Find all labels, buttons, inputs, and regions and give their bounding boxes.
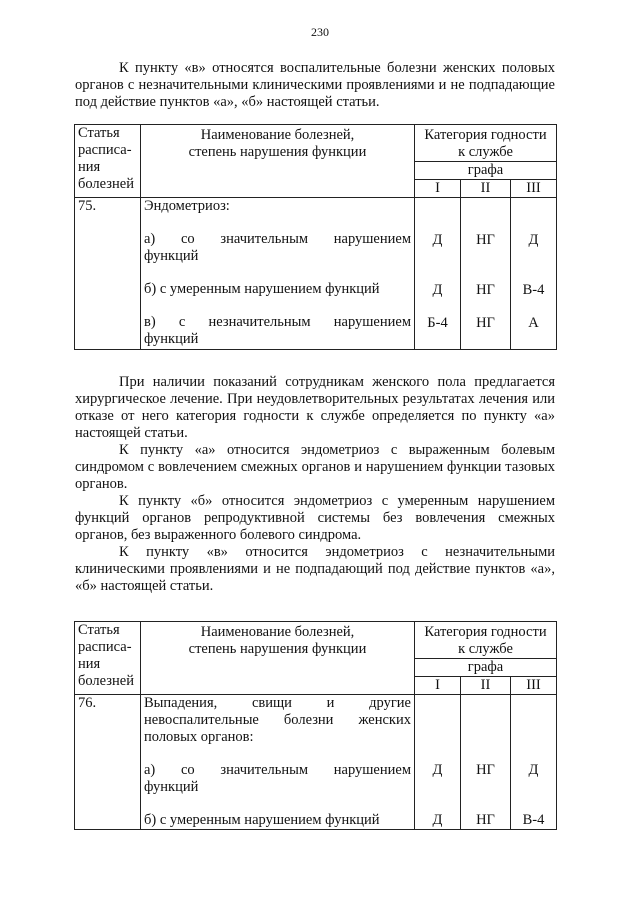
item-a-line1: а) со значительным нарушением	[144, 231, 411, 247]
header-grafa-3: III	[511, 180, 557, 198]
header-category	[415, 125, 557, 162]
header-category-line: Категория годности	[424, 624, 547, 640]
header-category-line: к службе	[458, 641, 513, 657]
header-category-line: Категория годности	[424, 127, 547, 143]
grafa-3-values	[511, 695, 557, 830]
grafa-1-values	[415, 198, 461, 350]
table-article-76	[74, 621, 557, 830]
grafa-1-values	[415, 695, 461, 830]
grade-value: НГ	[476, 232, 495, 248]
disease-title: Эндометриоз:	[144, 198, 230, 214]
header-name-line: Наименование болезней,	[200, 127, 355, 143]
grade-value: НГ	[476, 315, 495, 331]
item-b-line1: б) с умеренным нарушением функций	[144, 812, 380, 828]
header-name-col	[141, 622, 415, 695]
header-category-line: к службе	[458, 144, 513, 160]
item-a-line1: а) со значительным нарушением	[144, 762, 411, 778]
grade-value: В-4	[522, 282, 545, 298]
grafa-2-values	[461, 695, 511, 830]
header-article-line: расписа-	[78, 142, 132, 158]
article-number: 75.	[75, 198, 141, 350]
grade-value: Д	[432, 762, 443, 778]
paragraph: К пункту «а» относится эндометриоз с выраженным болевым синдромом с вовлечением смежных органов и нарушением функции тазовых органов.	[75, 442, 555, 492]
grade-value: НГ	[476, 812, 495, 828]
header-article-line: болезней	[78, 673, 134, 689]
header-article-line: расписа-	[78, 639, 132, 655]
header-grafa: графа	[415, 162, 557, 180]
header-name-col	[141, 125, 415, 198]
grade-value: НГ	[476, 282, 495, 298]
disease-cell	[141, 695, 415, 830]
header-category	[415, 622, 557, 659]
grade-value: В-4	[522, 812, 545, 828]
grade-value: Д	[528, 762, 539, 778]
item-c-line2: функций	[144, 331, 199, 347]
header-name-line: степень нарушения функции	[188, 641, 367, 657]
header-article-line: ния	[78, 656, 101, 672]
grade-value: Д	[432, 282, 443, 298]
header-article-col	[75, 125, 141, 198]
header-article-line: Статья	[78, 622, 120, 638]
grade-value: Д	[528, 232, 539, 248]
page-number: 230	[311, 25, 329, 39]
article-number: 76.	[75, 695, 141, 830]
item-b-line1: б) с умеренным нарушением функций	[144, 281, 380, 297]
grafa-3-values	[511, 198, 557, 350]
intro-paragraph	[75, 60, 555, 111]
grade-value: Б-4	[427, 315, 448, 331]
header-article-line: Статья	[78, 125, 120, 141]
header-grafa-2: II	[461, 677, 511, 695]
disease-title-line: невоспалительные болезни женских	[144, 712, 411, 728]
grade-value: Д	[432, 232, 443, 248]
header-grafa-1: I	[415, 677, 461, 695]
header-grafa: графа	[415, 659, 557, 677]
grade-value: Д	[432, 812, 443, 828]
item-c-line1: в) с незначительным нарушением	[144, 314, 411, 330]
paragraph: При наличии показаний сотрудникам женского пола предлагается хирургическое лечение. При неудовлетворительных результатах лечения или отказе от него категория годности к службе определяется по пункту «а» настоящей статьи.	[75, 374, 555, 441]
header-grafa-3: III	[511, 677, 557, 695]
item-a-line2: функций	[144, 779, 199, 795]
disease-cell	[141, 198, 415, 350]
header-name-line: Наименование болезней,	[200, 624, 355, 640]
header-grafa-1: I	[415, 180, 461, 198]
item-a-line2: функций	[144, 248, 199, 264]
header-article-line: болезней	[78, 176, 134, 192]
grade-value: А	[528, 315, 539, 331]
disease-title-line: половых органов:	[144, 729, 254, 745]
header-article-line: ния	[78, 159, 101, 175]
grafa-2-values	[461, 198, 511, 350]
table-article-75	[74, 124, 557, 350]
grade-value: НГ	[476, 762, 495, 778]
paragraph: К пункту «в» относится эндометриоз с незначительными клиническими проявлениями и не подпадающий под действие пунктов «а», «б» настоящей статьи.	[75, 544, 555, 594]
header-name-line: степень нарушения функции	[188, 144, 367, 160]
disease-title-line: Выпадения, свищи и другие	[144, 695, 411, 711]
intro-text: К пункту «в» относятся воспалительные болезни женских половых органов с незначительными клиническими проявлениями и не подпадающие под действие пунктов «а», «б» настоящей статьи.	[75, 60, 555, 110]
paragraph: К пункту «б» относится эндометриоз с умеренным нарушением функций органов репродуктивной системы без вовлечения смежных органов, без выраженного болевого синдрома.	[75, 493, 555, 543]
body-paragraphs	[75, 374, 555, 595]
header-article-col	[75, 622, 141, 695]
header-grafa-2: II	[461, 180, 511, 198]
